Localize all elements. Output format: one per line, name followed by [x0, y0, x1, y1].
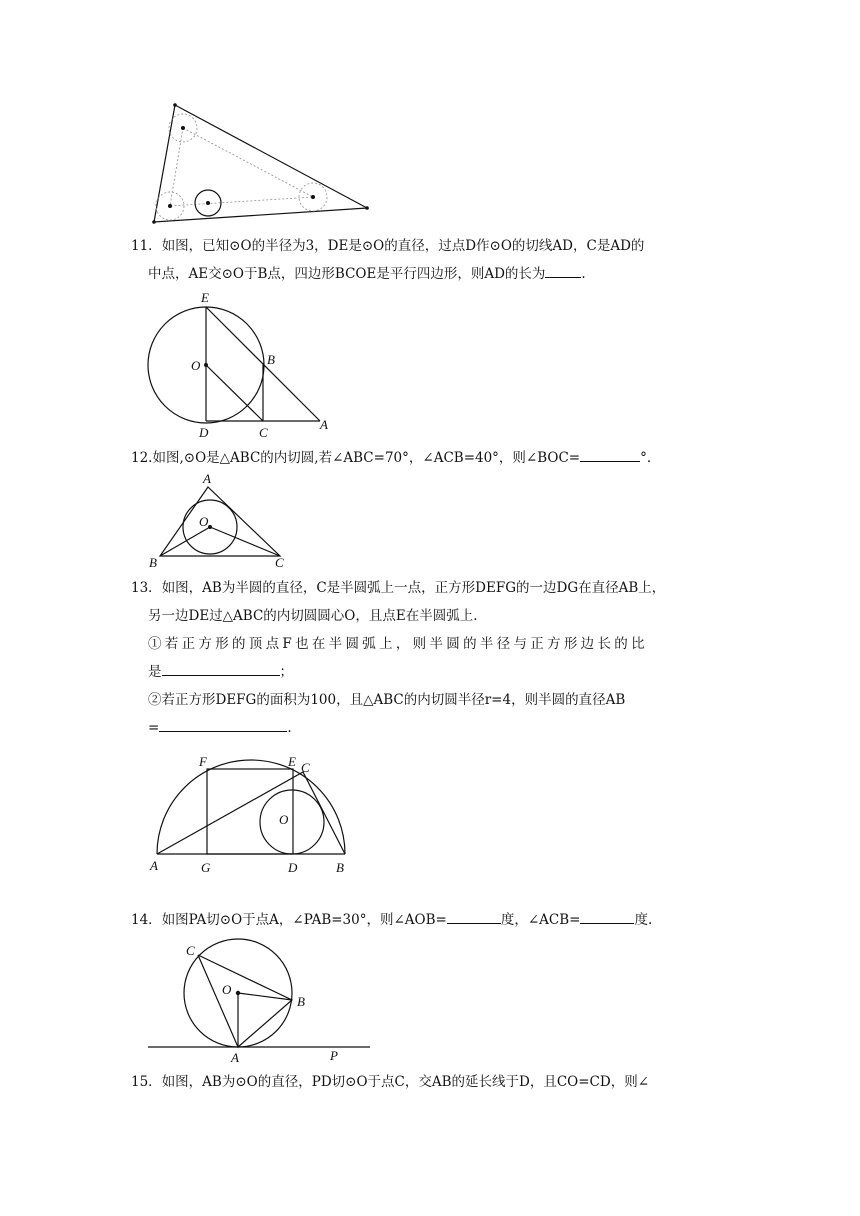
- question-15: 15．如图，AB为⊙O的直径，PD切⊙O于点C，交AB的延长线于D，且CO=CD，则∠: [131, 1074, 650, 1090]
- question-11: [131, 232, 731, 288]
- label-o: O: [199, 514, 209, 529]
- semicircle: [157, 760, 345, 854]
- label-a: A: [203, 471, 211, 486]
- question-12: 12.如图,⊙O是△ABC的内切圆,若∠ABC=70°，∠ACB=40°，则∠BOC= °．: [131, 444, 731, 472]
- incircle-o: [260, 790, 324, 854]
- label-f: F: [199, 754, 207, 769]
- label-b: B: [267, 352, 275, 367]
- label-e: E: [288, 754, 296, 769]
- figure-q12-incircle: [140, 470, 300, 570]
- label-p: P: [330, 1048, 338, 1063]
- answer-blank[interactable]: [162, 661, 280, 676]
- question-14: 14．如图PA切⊙O于点A，∠PAB=30°，则∠AOB= 度，∠ACB= 度.: [131, 906, 731, 934]
- figure-q13-semicircle: [145, 752, 355, 877]
- label-o: O: [191, 358, 201, 373]
- label-a: A: [231, 1050, 239, 1065]
- figure-q14-tangent: [145, 936, 375, 1066]
- answer-blank[interactable]: [159, 717, 287, 732]
- label-a: A: [320, 417, 328, 432]
- label-a: A: [150, 858, 158, 873]
- label-d: D: [288, 860, 298, 875]
- label-g: G: [201, 860, 211, 875]
- label-c: C: [301, 760, 310, 775]
- question-11-line2: 中点，AE交⊙O于B点，四边形BCOE是平行四边形，则AD的长为 .: [131, 260, 731, 288]
- label-b: B: [336, 860, 344, 875]
- label-b: B: [297, 994, 305, 1009]
- label-o: O: [222, 982, 232, 997]
- label-d: D: [199, 425, 209, 440]
- label-o: O: [279, 812, 289, 827]
- label-c: C: [186, 943, 195, 958]
- answer-blank[interactable]: [580, 909, 634, 924]
- question-11-line1: 11．如图，已知⊙O的半径为3，DE是⊙O的直径，过点D作⊙O的切线AD，C是AD的: [131, 238, 645, 254]
- question-13: 13．如图，AB为半圆的直径，C是半圆弧上一点，正方形DEFG的一边DG在直径AB上， 另一边DE过△ABC的内切圆圆心O，且点E在半圆弧上. ①若正方形的顶点F也在半圆弧上，则半圆的半径与正方形边长的比 是 ； ②若正方形DEFG的面积为100，且△ABC的内切圆半径r=4，则半圆的直径AB = .: [131, 580, 666, 736]
- triangle: [154, 105, 367, 222]
- label-c: C: [259, 425, 268, 440]
- figure-q11-circle: [140, 288, 340, 443]
- answer-blank[interactable]: [545, 263, 581, 278]
- answer-blank[interactable]: [447, 909, 501, 924]
- answer-blank[interactable]: [580, 447, 640, 462]
- label-e: E: [201, 290, 209, 305]
- label-c: C: [275, 555, 284, 570]
- figure-q10-triangle: [140, 98, 380, 228]
- label-b: B: [149, 555, 157, 570]
